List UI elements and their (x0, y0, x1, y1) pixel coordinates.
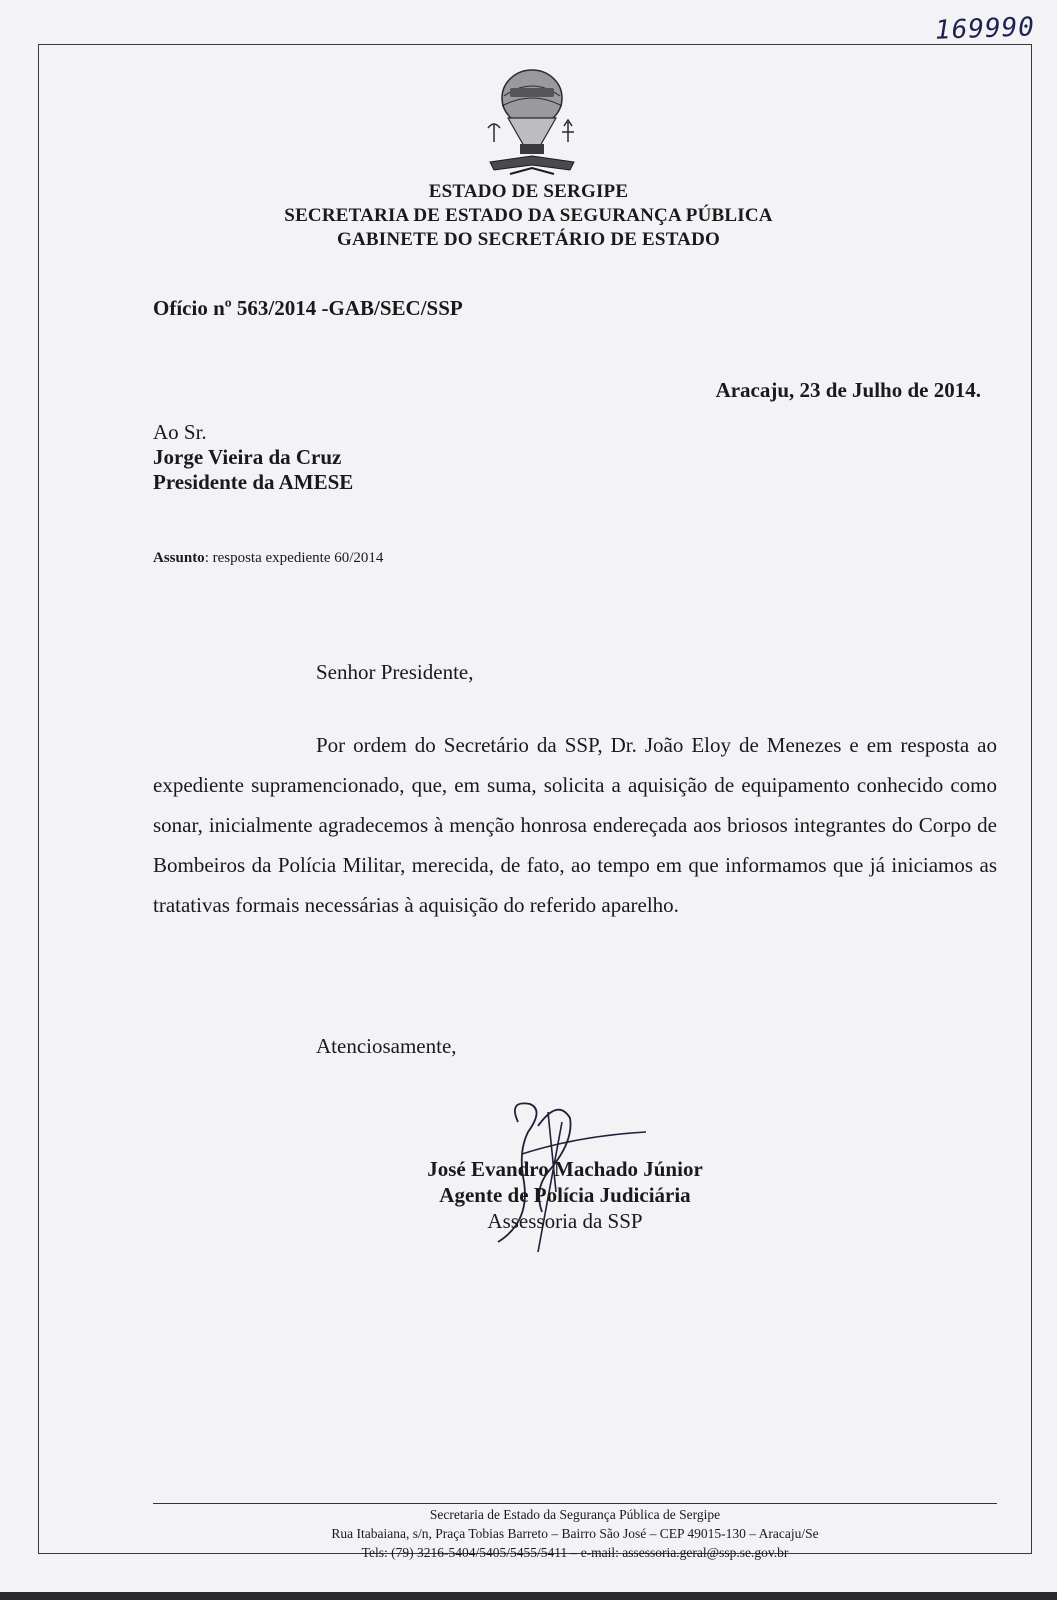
scan-bottom-edge (0, 1592, 1057, 1600)
subject-text: : resposta expediente 60/2014 (204, 550, 384, 566)
footer-divider (153, 1503, 997, 1504)
header-state: ESTADO DE SERGIPE (428, 181, 629, 202)
recipient-block (153, 420, 353, 495)
letter-body: Por ordem do Secretário da SSP, Dr. João Eloy de Menezes e em resposta ao expediente supramencionado, que, em suma, solicita a aquisição de equipamento conhecido como sonar, inicialmente agradecemos à menção honrosa endereçada aos briosos integrantes do Corpo de Bombeiros da Polícia Militar, merecida, de fato, ao tempo em que informamos que já iniciamos as tratativas formais necessárias à aquisição do referido aparelho. (153, 733, 997, 917)
signatory-role: Agente de Polícia Judiciária (439, 1183, 691, 1207)
footer-institution: Secretaria de Estado da Segurança Pública de Sergipe (429, 1507, 721, 1522)
recipient-name: Jorge Vieira da Cruz (153, 445, 342, 469)
recipient-prefix: Ao Sr. (153, 420, 207, 444)
header-secretariat: SECRETARIA DE ESTADO DA SEGURANÇA PÚBLICA (284, 205, 773, 226)
recipient-title: Presidente da AMESE (153, 470, 354, 494)
subject-line (153, 550, 383, 567)
page-stamp-number: 169990 (934, 12, 1036, 46)
closing: Atenciosamente, (316, 1034, 457, 1058)
footer-contacts: Tels: (79) 3216-5404/5405/5455/5411 – e-mail: assessoria.geral@ssp.se.gov.br (361, 1545, 789, 1560)
footer-address: Rua Itabaiana, s/n, Praça Tobias Barreto – Bairro São José – CEP 49015-130 – Aracaju/Se (331, 1526, 819, 1541)
salutation: Senhor Presidente, (316, 660, 474, 684)
subject-label: Assunto (153, 550, 205, 566)
signatory-name: José Evandro Machado Júnior (427, 1157, 703, 1181)
header-cabinet: GABINETE DO SECRETÁRIO DE ESTADO (337, 229, 720, 250)
document-date: Aracaju, 23 de Julho de 2014. (715, 378, 981, 402)
coat-of-arms-icon (480, 66, 584, 180)
signatory-office: Assessoria da SSP (487, 1209, 643, 1233)
document-number: Ofício nº 563/2014 -GAB/SEC/SSP (153, 296, 463, 320)
